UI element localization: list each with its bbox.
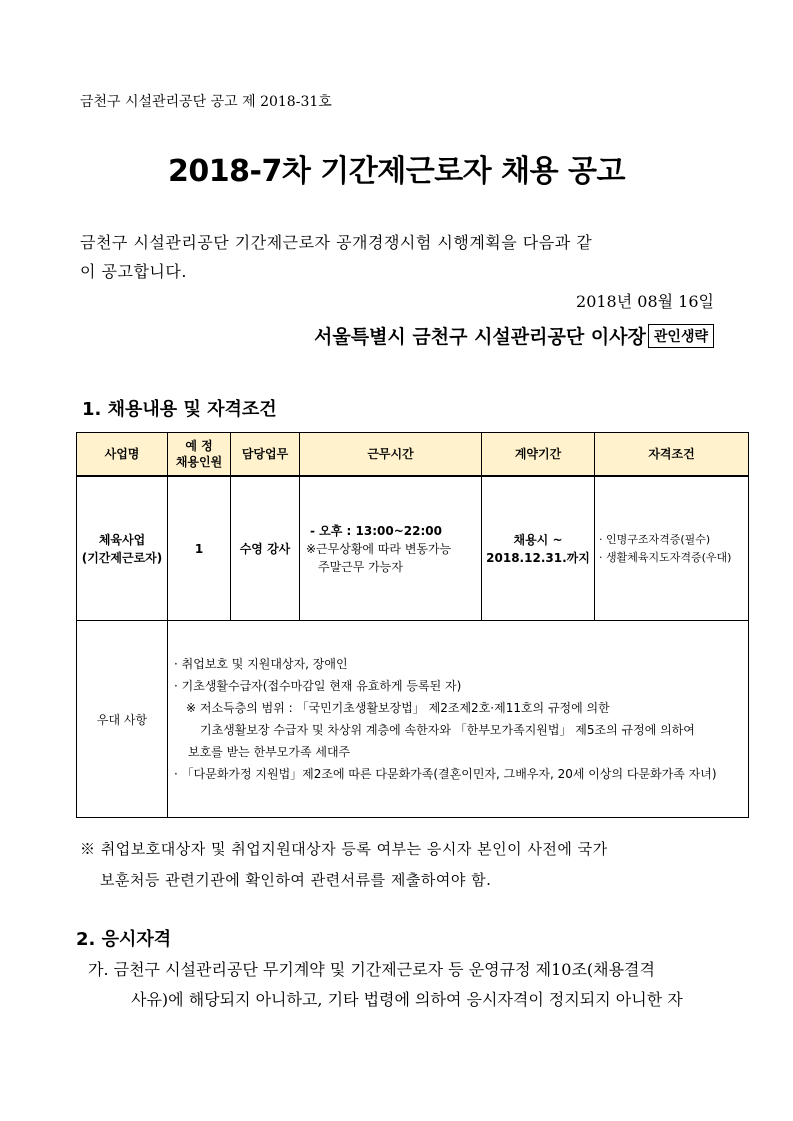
intro-line-2: 이 공고합니다. bbox=[80, 262, 187, 281]
signer-name: 서울특별시 금천구 시설관리공단 이사장 bbox=[314, 326, 646, 348]
pref-line-4: 기초생활보장 수급자 및 차상위 계층에 속한자와 「한부모가족지원법」 제5조의 규정에 의하여 bbox=[200, 723, 695, 737]
hours-line-1: - 오후 : 13:00~22:00 bbox=[310, 523, 442, 538]
item-ga-line-2: 사유)에 해당되지 아니하고, 기타 법령에 의하여 응시자격이 정지되지 아니한 자 bbox=[131, 990, 683, 1009]
pref-line-2: · 기초생활수급자(접수마감일 현재 유효하게 등록된 자) bbox=[174, 679, 462, 693]
signer-block bbox=[314, 322, 714, 349]
table-row bbox=[77, 476, 749, 621]
page-title: 2018-7차 기간제근로자 채용 공고 bbox=[168, 154, 625, 189]
header-qualification: 자격조건 bbox=[595, 433, 749, 477]
qual-line-1: · 인명구조자격증(필수) bbox=[599, 532, 711, 546]
hours-line-2: ※근무상황에 따라 변동가능 bbox=[306, 541, 452, 556]
section-1-heading: 1. 채용내용 및 자격조건 bbox=[82, 399, 277, 420]
header-headcount-line2: 채용인원 bbox=[175, 455, 223, 469]
cell-preference-content bbox=[168, 621, 749, 818]
note-line-2: 보훈처등 관련기관에 확인하여 관련서류를 제출하여야 함. bbox=[100, 871, 492, 889]
table-row-preference bbox=[77, 621, 749, 818]
header-duty: 담당업무 bbox=[231, 433, 300, 477]
pref-line-5: 보호를 받는 한부모가족 세대주 bbox=[188, 745, 351, 759]
section-2-heading: 2. 응시자격 bbox=[76, 929, 172, 950]
recruitment-table bbox=[76, 432, 749, 818]
notice-date: 2018년 08월 16일 bbox=[576, 292, 714, 311]
cell-hours bbox=[300, 476, 482, 621]
contract-line-2: 2018.12.31.까지 bbox=[486, 550, 590, 565]
cell-preference-label: 우대 사항 bbox=[77, 621, 168, 818]
note-line-1: ※ 취업보호대상자 및 취업지원대상자 등록 여부는 응시자 본인이 사전에 국가 bbox=[80, 840, 608, 858]
business-line-2: (기간제근로자) bbox=[81, 550, 163, 565]
business-line-1: 체육사업 bbox=[98, 532, 146, 547]
header-business: 사업명 bbox=[77, 433, 168, 477]
notice-number: 금천구 시설관리공단 공고 제 2018-31호 bbox=[80, 94, 332, 110]
pref-line-3: ※ 저소득층의 범위 : 「국민기초생활보장법」 제2조제2호·제11호의 규정에 의한 bbox=[186, 701, 610, 715]
seal-box: 관인생략 bbox=[648, 324, 714, 348]
pref-line-6: · 「다문화가정 지원법」제2조에 따른 다문화가족(결혼이민자, 그배우자, 20세 이상의 다문화가족 자녀) bbox=[174, 767, 717, 781]
cell-count: 1 bbox=[168, 476, 231, 621]
contract-line-1: 채용시 ~ bbox=[513, 532, 563, 547]
cell-duty: 수영 강사 bbox=[231, 476, 300, 621]
item-ga-line-1: 가. 금천구 시설관리공단 무기계약 및 기간제근로자 등 운영규정 제10조(채용결격 bbox=[88, 960, 655, 979]
header-hours: 근무시간 bbox=[300, 433, 482, 477]
cell-qualification bbox=[595, 476, 749, 621]
header-headcount bbox=[168, 433, 231, 477]
cell-contract bbox=[482, 476, 595, 621]
table-header-row bbox=[77, 433, 749, 477]
header-headcount-line1: 예 정 bbox=[185, 439, 213, 453]
header-contract: 계약기간 bbox=[482, 433, 595, 477]
cell-business bbox=[77, 476, 168, 621]
pref-line-1: · 취업보호 및 지원대상자, 장애인 bbox=[174, 657, 348, 671]
qual-line-2: · 생활체육지도자격증(우대) bbox=[599, 550, 732, 564]
intro-line-1: 금천구 시설관리공단 기간제근로자 공개경쟁시험 시행계획을 다음과 같 bbox=[80, 233, 593, 252]
hours-line-3: 주말근무 가능자 bbox=[318, 559, 403, 574]
